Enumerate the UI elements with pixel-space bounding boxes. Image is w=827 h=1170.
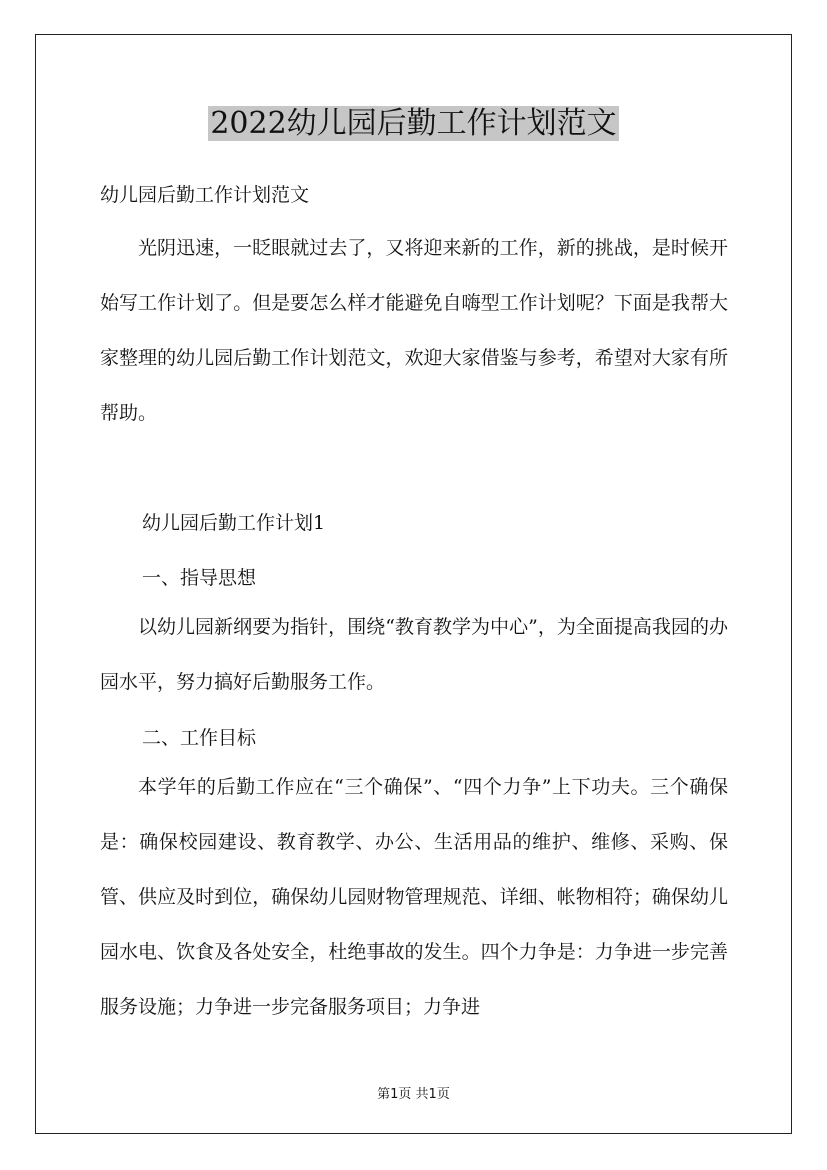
section2-paragraph: 本学年的后勤工作应在“三个确保”、“四个力争”上下功夫。三个确保是：确保校园建设、教育教学、办公、生活用品的维护、维修、采购、保管、供应及时到位，确保幼儿园财物管理规范、详细、帐物相符；确保幼儿园水电、饮食及各处安全，杜绝事故的发生。四个力争是：力争进一步完善服务设施；力争进一步完备服务项目；力争进 [100, 776, 728, 1018]
document-title-text: 2022幼儿园后勤工作计划范文 [210, 106, 617, 141]
section2-heading: 二、工作目标 [142, 727, 257, 749]
section1-heading: 一、指导思想 [142, 567, 257, 589]
document-subtitle: 幼儿园后勤工作计划范文 [100, 184, 310, 206]
page-footer: 第1页 共1页 [377, 1087, 450, 1102]
plan-heading: 幼儿园后勤工作计划1 [142, 512, 326, 534]
intro-paragraph: 光阴迅速，一眨眼就过去了，又将迎来新的工作，新的挑战，是时候开始写工作计划了。但是要怎么样才能避免自嗨型工作计划呢？下面是我帮大家整理的幼儿园后勤工作计划范文，欢迎大家借鉴与参考，希望对大家有所帮助。 [100, 237, 728, 424]
document-title [0, 104, 827, 144]
section1-paragraph: 以幼儿园新纲要为指针，围绕“教育教学为中心”，为全面提高我园的办园水平，努力搞好后勤服务工作。 [100, 616, 728, 693]
